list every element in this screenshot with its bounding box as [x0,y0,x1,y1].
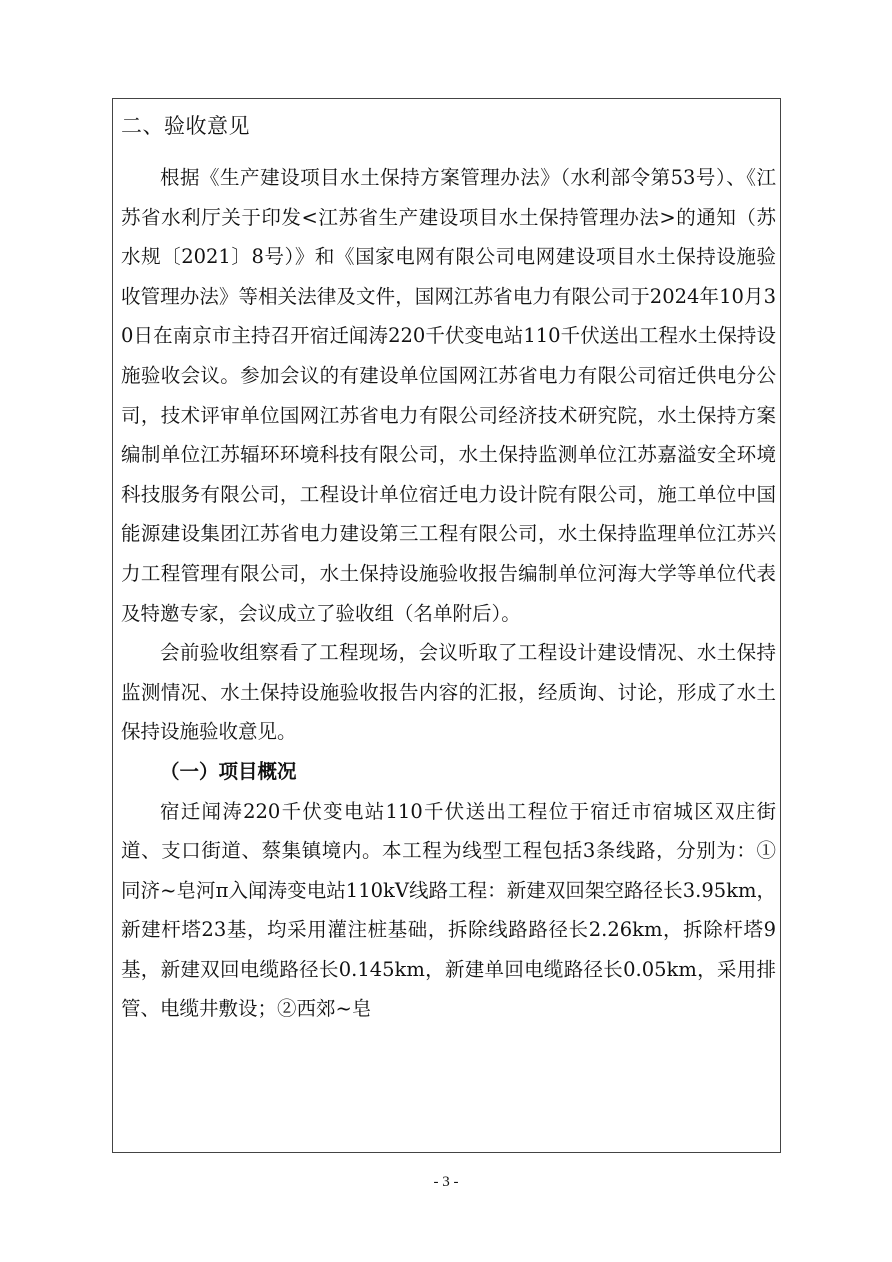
document-body [121,111,776,1029]
subsection-title: （一）项目概况 [160,759,297,783]
page-number: - 3 - [433,1174,459,1190]
paragraph-acceptance-basis: 根据《生产建设项目水土保持方案管理办法》（水利部令第53号）、《江苏省水利厅关于印发<江苏省生产建设项目水土保持管理办法>的通知（苏水规〔2021〕8号）》和《国家电网有限公司电网建设项目水土保持设施验收管理办法》等相关法律及文件，国网江苏省电力有限公司于2024年10月30日在南京市主持召开宿迁闻涛220千伏变电站110千伏送出工程水土保持设施验收会议。参加会议的有建设单位国网江苏省电力有限公司宿迁供电分公司，技术评审单位国网江苏省电力有限公司经济技术研究院，水土保持方案编制单位江苏辐环环境科技有限公司，水土保持监测单位江苏嘉溢安全环境科技服务有限公司，工程设计单位宿迁电力设计院有限公司，施工单位中国能源建设集团江苏省电力建设第三工程有限公司，水土保持监理单位江苏兴力工程管理有限公司，水土保持设施验收报告编制单位河海大学等单位代表及特邀专家，会议成立了验收组（名单附后）。 [121,166,776,625]
section-title: 二、验收意见 [121,114,250,138]
paragraph-meeting-process: 会前验收组察看了工程现场，会议听取了工程设计建设情况、水土保持监测情况、水土保持设施验收报告内容的汇报，经质询、讨论，形成了水土保持设施验收意见。 [121,641,776,744]
content-frame [112,98,781,1153]
paragraph-project-overview: 宿迁闻涛220千伏变电站110千伏送出工程位于宿迁市宿城区双庄街道、支口街道、蔡集镇境内。本工程为线型工程包括3条线路，分别为：①同济~皂河π入闻涛变电站110kV线路工程：新建双回架空路径长3.95km，新建杆塔23基，均采用灌注桩基础，拆除线路路径长2.26km，拆除杆塔9基，新建双回电缆路径长0.145km，新建单回电缆路径长0.05km，采用排管、电缆井敷设；②西郊~皂 [121,799,776,1021]
